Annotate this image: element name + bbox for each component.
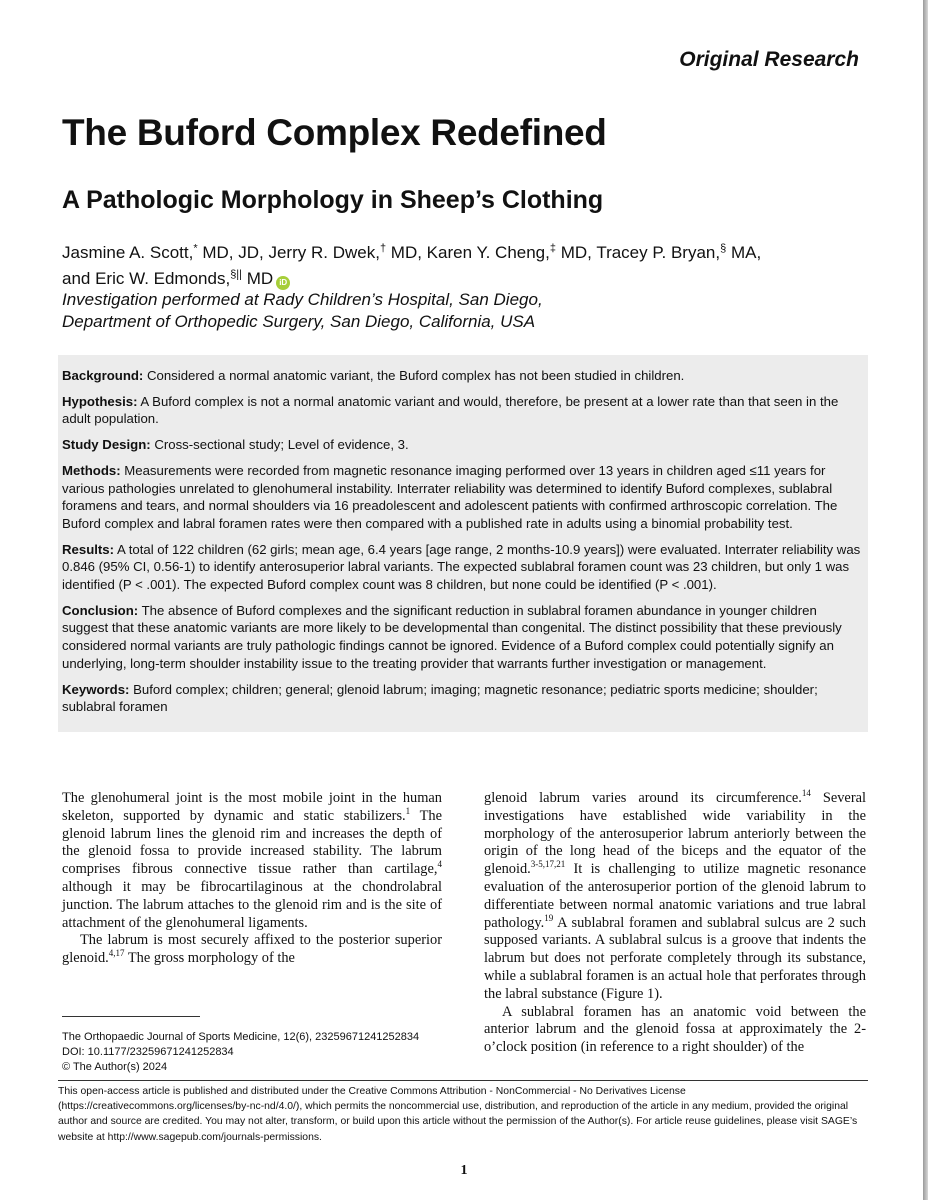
affiliation — [62, 289, 543, 333]
body-column-right — [484, 790, 866, 1057]
abstract-hypothesis — [62, 393, 864, 428]
author-degree: MA, — [726, 243, 762, 262]
body-paragraph — [62, 790, 442, 932]
author-degree: MD, JD, — [197, 243, 269, 262]
article-title: The Buford Complex Redefined — [62, 112, 607, 153]
reference-mark[interactable]: 14 — [801, 788, 811, 799]
reference-mark[interactable]: 4 — [437, 859, 442, 870]
author-list — [62, 240, 870, 292]
abstract-text: Measurements were recorded from magnetic resonance imaging performed over 13 years in children aged ≤11 years for various pathologies unrelated to glenohumeral instability. Interrater reliability was determined to identify Buford complexes, sublabral foramens and tears, and normal shoulders via 16 preadolescent and adolescent patients with confirmed arthroscopic correlation. The Buford complex and labral foramen rates were then compared with a published rate in adults using a binomial probability test. — [62, 462, 838, 531]
page-number: 1 — [460, 1163, 468, 1178]
author-name: Karen Y. Cheng, — [426, 243, 550, 262]
reference-mark[interactable]: 4,17 — [108, 948, 125, 959]
abstract-text: Cross-sectional study; Level of evidence, 3. — [150, 437, 409, 453]
author-footnote-mark: ‡ — [549, 242, 556, 255]
author-name: Jerry R. Dwek, — [268, 243, 380, 262]
author-degree: MD, — [386, 243, 427, 262]
affiliation-line: Investigation performed at Rady Children’s Hospital, San Diego, — [62, 290, 543, 309]
body-text: A sublabral foramen has an anatomic void between the anterior labrum and the glenoid fossa at approximately the 2-o’clock position (in reference to a right shoulder) of the — [484, 1003, 866, 1056]
author-footnote-mark: * — [193, 242, 198, 255]
abstract-box — [58, 355, 868, 732]
journal-citation — [62, 1030, 419, 1075]
author-name: Jasmine A. Scott, — [62, 243, 194, 262]
body-text: A sublabral foramen and sublabral sulcus are 2 such supposed variants. A sublabral sulcus is a groove that indents the labrum but does not perforate completely through its substance, while a sublabral foramen is an actual hole that perforates through the labral substance (Figure 1). — [484, 914, 866, 1002]
author-degree: MD, — [556, 243, 597, 262]
body-paragraph — [62, 932, 442, 968]
abstract-text: Buford complex; children; general; glenoid labrum; imaging; magnetic resonance; pediatric sports medicine; shoulder; sublabral foramen — [62, 681, 818, 715]
affiliation-line: Department of Orthopedic Surgery, San Diego, California, USA — [62, 312, 536, 331]
abstract-label: Study Design: — [62, 437, 151, 453]
abstract-study-design — [62, 436, 864, 454]
reference-mark[interactable]: 1 — [405, 806, 411, 816]
abstract-label: Methods: — [62, 462, 121, 478]
author-name: Tracey P. Bryan, — [596, 243, 721, 262]
footnote-divider — [62, 1016, 200, 1017]
body-text: glenoid labrum varies around its circumference. — [484, 790, 802, 806]
copyright-line: © The Author(s) 2024 — [62, 1061, 168, 1073]
author-degree: MD — [242, 269, 274, 288]
reference-mark[interactable]: 19 — [544, 912, 554, 923]
article-subtitle: A Pathologic Morphology in Sheep’s Clothing — [62, 186, 604, 214]
body-text: The gross morphology of the — [124, 950, 295, 967]
reference-mark[interactable]: 3-5,17,21 — [530, 859, 566, 870]
abstract-label: Keywords: — [62, 681, 130, 697]
author-footnote-mark: † — [379, 242, 387, 255]
abstract-text: A total of 122 children (62 girls; mean age, 6.4 years [age range, 2 months-10.9 years]) were evaluated. Interrater reliability was 0.846 (95% CI, 0.56-1) to identify anterosuperior labral variants. The expected sublabral foramen count was 23 children, but only 1 was identified (P < .001). The expected Buford complex count was 8 children, but none could be identified (P < .001). — [62, 541, 861, 593]
body-column-left — [62, 790, 442, 968]
body-text: Several investigations have established wide variability in the morphology of the anterosuperior labrum anteriorly between the origin of the long head of the biceps and the equator of the glenoid. — [484, 790, 866, 878]
body-paragraph — [484, 1004, 866, 1057]
abstract-text: The absence of Buford complexes and the significant reduction in sublabral foramen abundance in younger children suggest that these anatomic variants are more likely to be developmental than congenital. The distinct possibility that these previously considered normal variants are truly pathologic findings cannot be ignored. Evidence of a Buford complex could potentially signify an underlying, long-term shoulder instability issue to the treating provider that warrants further investigation or management. — [62, 602, 842, 671]
page-edge-shadow — [923, 0, 928, 1200]
abstract-conclusion — [62, 602, 864, 673]
doi-link[interactable]: DOI: 10.1177/23259671241252834 — [62, 1046, 234, 1058]
abstract-label: Hypothesis: — [62, 393, 138, 409]
body-text: The glenoid labrum lines the glenoid rim and increases the depth of the glenoid fossa to provide increased stability. The labrum comprises fibrous connective tissue rather than cartilage, — [62, 807, 442, 878]
body-text: It is challenging to utilize magnetic resonance evaluation of the anterosuperior portion of the glenoid labrum to differentiate between normal anatomic variations and true labral pathology. — [484, 861, 866, 931]
abstract-methods — [62, 462, 864, 533]
section-label: Original Research — [679, 48, 859, 71]
abstract-text: A Buford complex is not a normal anatomic variant and would, therefore, be present at a lower rate than that seen in the adult population. — [62, 393, 839, 427]
author-name: and Eric W. Edmonds, — [62, 269, 231, 288]
author-footnote-mark: § — [720, 242, 727, 255]
abstract-label: Background: — [62, 368, 144, 383]
license-notice: This open-access article is published and distributed under the Creative Commons Attribution - NonCommercial - No Derivatives License (https://creativecommons.org/licenses/by-nc-nd/4.0/), which permits the noncommercial use, distribution, and reproduction of the article in any medium, provided the original author and source are credited. You may not alter, transform, or build upon this article without the permission of the Author(s). For article reuse guidelines, please visit SAGE’s website at http://www.sagepub.com/journals-permissions. — [58, 1080, 868, 1145]
abstract-text: Considered a normal anatomic variant, the Buford complex has not been studied in children. — [143, 368, 685, 383]
abstract-background — [62, 367, 864, 385]
citation-line: The Orthopaedic Journal of Sports Medicine, 12(6), 23259671241252834 — [62, 1031, 420, 1043]
body-text: The labrum is most securely affixed to the posterior superior glenoid. — [62, 932, 442, 967]
abstract-results — [62, 541, 864, 594]
body-text: The glenohumeral joint is the most mobile joint in the human skeleton, supported by dynamic and static stabilizers. — [62, 790, 442, 824]
body-paragraph — [484, 790, 866, 1004]
body-text: although it may be fibrocartilaginous at the chondrolabral junction. The labrum attaches to the glenoid rim and is the site of attachment of the glenohumeral ligaments. — [62, 878, 442, 931]
abstract-keywords — [62, 681, 864, 716]
abstract-label: Conclusion: — [62, 602, 139, 618]
author-footnote-mark: §|| — [230, 268, 243, 281]
abstract-label: Results: — [62, 541, 115, 557]
orcid-icon[interactable]: iD — [276, 276, 290, 290]
